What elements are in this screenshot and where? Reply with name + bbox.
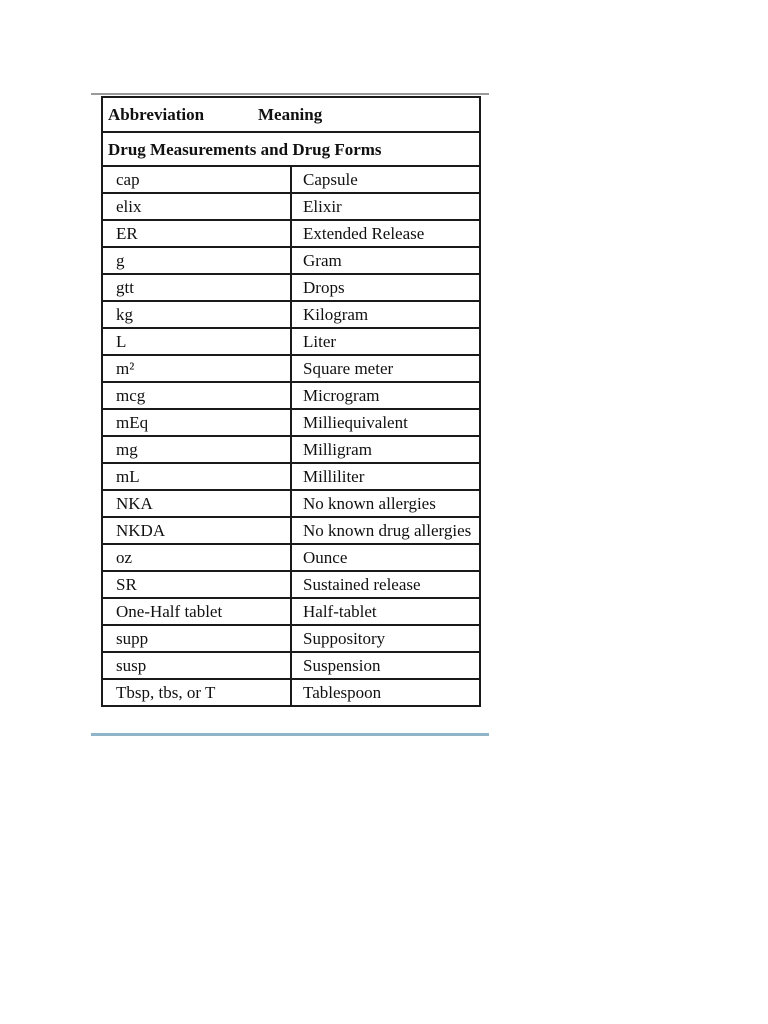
abbreviation-table-container: [101, 96, 481, 734]
table-row: [102, 463, 480, 490]
meaning-cell: No known drug allergies: [291, 517, 480, 544]
abbreviation-cell: elix: [102, 193, 291, 220]
top-divider: [91, 93, 489, 95]
table-row: [102, 409, 480, 436]
abbreviation-cell: susp: [102, 652, 291, 679]
meaning-cell: Tablespoon: [291, 679, 480, 706]
meaning-cell: Gram: [291, 247, 480, 274]
meaning-cell: Microgram: [291, 382, 480, 409]
table-row: [102, 652, 480, 679]
meaning-cell: Extended Release: [291, 220, 480, 247]
meaning-cell: Elixir: [291, 193, 480, 220]
meaning-cell: Sustained release: [291, 571, 480, 598]
meaning-cell: Milliliter: [291, 463, 480, 490]
table-row: [102, 598, 480, 625]
table-row: [102, 274, 480, 301]
table-row: [102, 436, 480, 463]
meaning-cell: Milliequivalent: [291, 409, 480, 436]
abbreviation-cell: NKA: [102, 490, 291, 517]
abbreviation-cell: g: [102, 247, 291, 274]
table-row: [102, 679, 480, 706]
abbreviation-cell: One-Half tablet: [102, 598, 291, 625]
meaning-cell: Capsule: [291, 166, 480, 193]
table-row: [102, 382, 480, 409]
header-meaning: Meaning: [258, 105, 323, 124]
abbreviation-cell: NKDA: [102, 517, 291, 544]
abbreviation-cell: kg: [102, 301, 291, 328]
abbreviation-cell: supp: [102, 625, 291, 652]
meaning-cell: Half-tablet: [291, 598, 480, 625]
abbreviation-cell: mg: [102, 436, 291, 463]
section-title: Drug Measurements and Drug Forms: [102, 132, 480, 166]
meaning-cell: No known allergies: [291, 490, 480, 517]
table-row: [102, 544, 480, 571]
abbreviation-table: [101, 96, 481, 707]
header-abbreviation: Abbreviation: [108, 105, 205, 124]
abbreviation-cell: Tbsp, tbs, or T: [102, 679, 291, 706]
table-row: [102, 328, 480, 355]
abbreviation-cell: oz: [102, 544, 291, 571]
table-row: [102, 490, 480, 517]
table-row: [102, 301, 480, 328]
bottom-divider: [91, 733, 489, 736]
table-row: [102, 166, 480, 193]
table-row: [102, 571, 480, 598]
abbreviation-cell: mcg: [102, 382, 291, 409]
abbreviation-cell: ER: [102, 220, 291, 247]
meaning-cell: Square meter: [291, 355, 480, 382]
abbreviation-cell: cap: [102, 166, 291, 193]
table-row: [102, 517, 480, 544]
abbreviation-cell: m²: [102, 355, 291, 382]
section-title-row: [102, 132, 480, 166]
table-header-cell: [102, 97, 480, 132]
meaning-cell: Suspension: [291, 652, 480, 679]
abbreviation-cell: mEq: [102, 409, 291, 436]
meaning-cell: Liter: [291, 328, 480, 355]
meaning-cell: Milligram: [291, 436, 480, 463]
abbreviation-cell: mL: [102, 463, 291, 490]
abbreviation-cell: L: [102, 328, 291, 355]
table-row: [102, 355, 480, 382]
meaning-cell: Ounce: [291, 544, 480, 571]
abbreviation-cell: gtt: [102, 274, 291, 301]
table-row: [102, 247, 480, 274]
meaning-cell: Suppository: [291, 625, 480, 652]
meaning-cell: Kilogram: [291, 301, 480, 328]
abbreviation-cell: SR: [102, 571, 291, 598]
table-row: [102, 220, 480, 247]
table-header-row: [102, 97, 480, 132]
meaning-cell: Drops: [291, 274, 480, 301]
table-row: [102, 625, 480, 652]
table-row: [102, 193, 480, 220]
